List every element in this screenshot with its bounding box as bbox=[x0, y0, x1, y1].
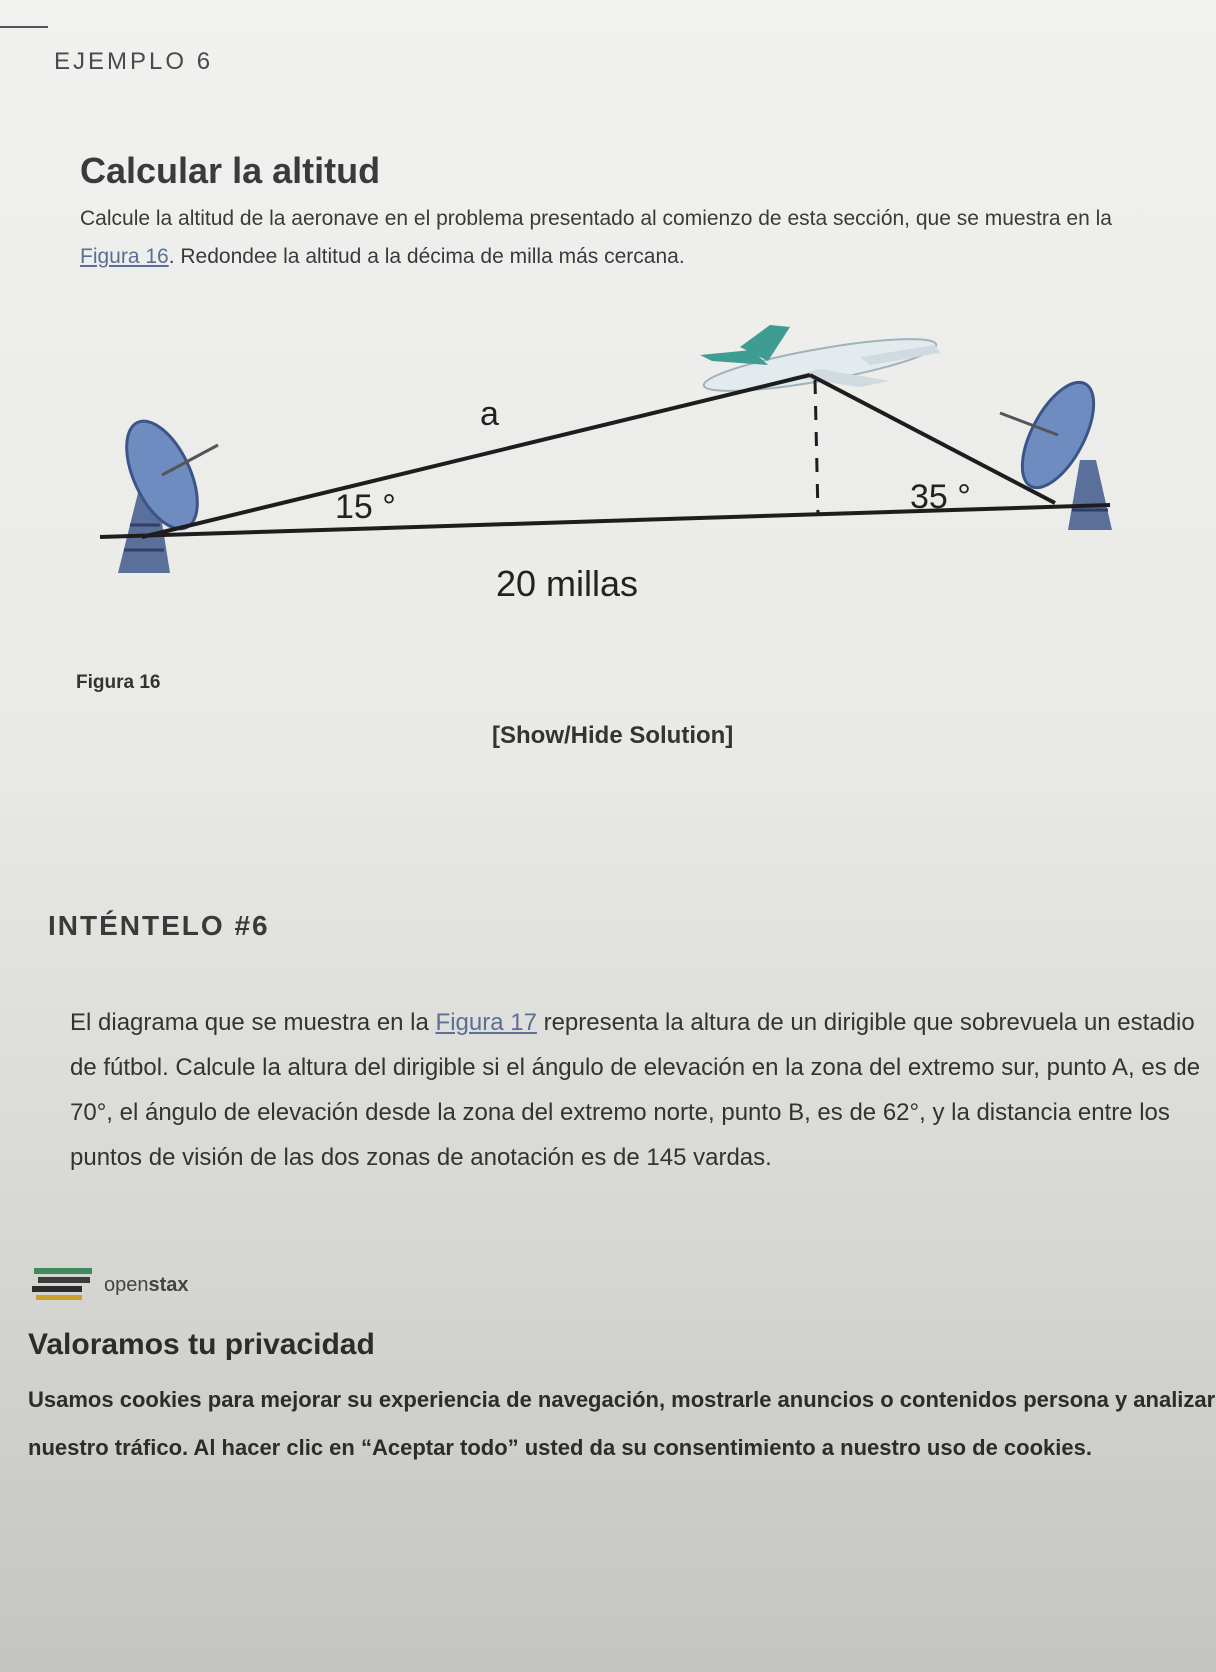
side-a-line bbox=[142, 375, 810, 537]
brand-prefix: open bbox=[104, 1274, 149, 1296]
problem-text bbox=[80, 200, 1140, 276]
side-a-label: a bbox=[480, 395, 499, 433]
brand-suffix: stax bbox=[148, 1274, 189, 1296]
figure-17-link[interactable]: Figura 17 bbox=[435, 1009, 537, 1036]
corner-divider bbox=[0, 26, 48, 28]
airplane-icon bbox=[700, 325, 940, 401]
figure-16-link[interactable]: Figura 16 bbox=[80, 245, 169, 268]
figure-caption: Figura 16 bbox=[76, 672, 161, 693]
triangle-diagram bbox=[100, 325, 1120, 625]
angle-left-label: 15 ° bbox=[335, 488, 396, 526]
base-distance-label: 20 millas bbox=[496, 563, 639, 604]
try-it-text bbox=[70, 1000, 1210, 1180]
openstax-brand bbox=[28, 1264, 288, 1304]
show-hide-solution-button[interactable]: [Show/Hide Solution] bbox=[492, 722, 734, 749]
try-it-text-start: El diagrama que se muestra en la bbox=[70, 1009, 436, 1036]
privacy-text: Usamos cookies para mejorar su experiencia de navegación, mostrarle anuncios o contenidos persona y analizar nuestro tráfico. Al hacer clic en “Aceptar todo” usted da su consentimiento a nuestro uso de cookies. bbox=[28, 1387, 1216, 1460]
privacy-title: Valoramos tu privacidad bbox=[28, 1328, 375, 1361]
try-it-text-end: representa la altura de un dirigible que sobrevuela un estadio de fútbol. Calcule la altura del dirigible si el ángulo de elevación en la zona del extremo sur, punto A, es de 70°, el ángulo de elevación desde la zona del extremo norte, punto B, es de 62°, y la distancia entre los puntos de visión de las dos zonas de anotación es de 145 vardas. bbox=[70, 1009, 1201, 1171]
problem-text-start: Calcule la altitud de la aeronave en el problema presentado al comienzo de esta sección, que se muestra en la bbox=[80, 207, 1112, 230]
angle-right-label: 35 ° bbox=[910, 478, 971, 516]
problem-text-end: . Redondee la altitud a la décima de milla más cercana. bbox=[168, 245, 685, 268]
problem-title: Calcular la altitud bbox=[80, 150, 381, 191]
try-it-title: INTÉNTELO #6 bbox=[48, 910, 270, 941]
satellite-dish-icon-left bbox=[112, 411, 218, 573]
openstax-logo-icon bbox=[28, 1264, 98, 1304]
example-label: EJEMPLO 6 bbox=[54, 48, 214, 75]
altitude-dashed-line bbox=[815, 380, 818, 515]
openstax-wordmark bbox=[104, 1274, 189, 1297]
figure-16-diagram bbox=[100, 325, 1120, 625]
